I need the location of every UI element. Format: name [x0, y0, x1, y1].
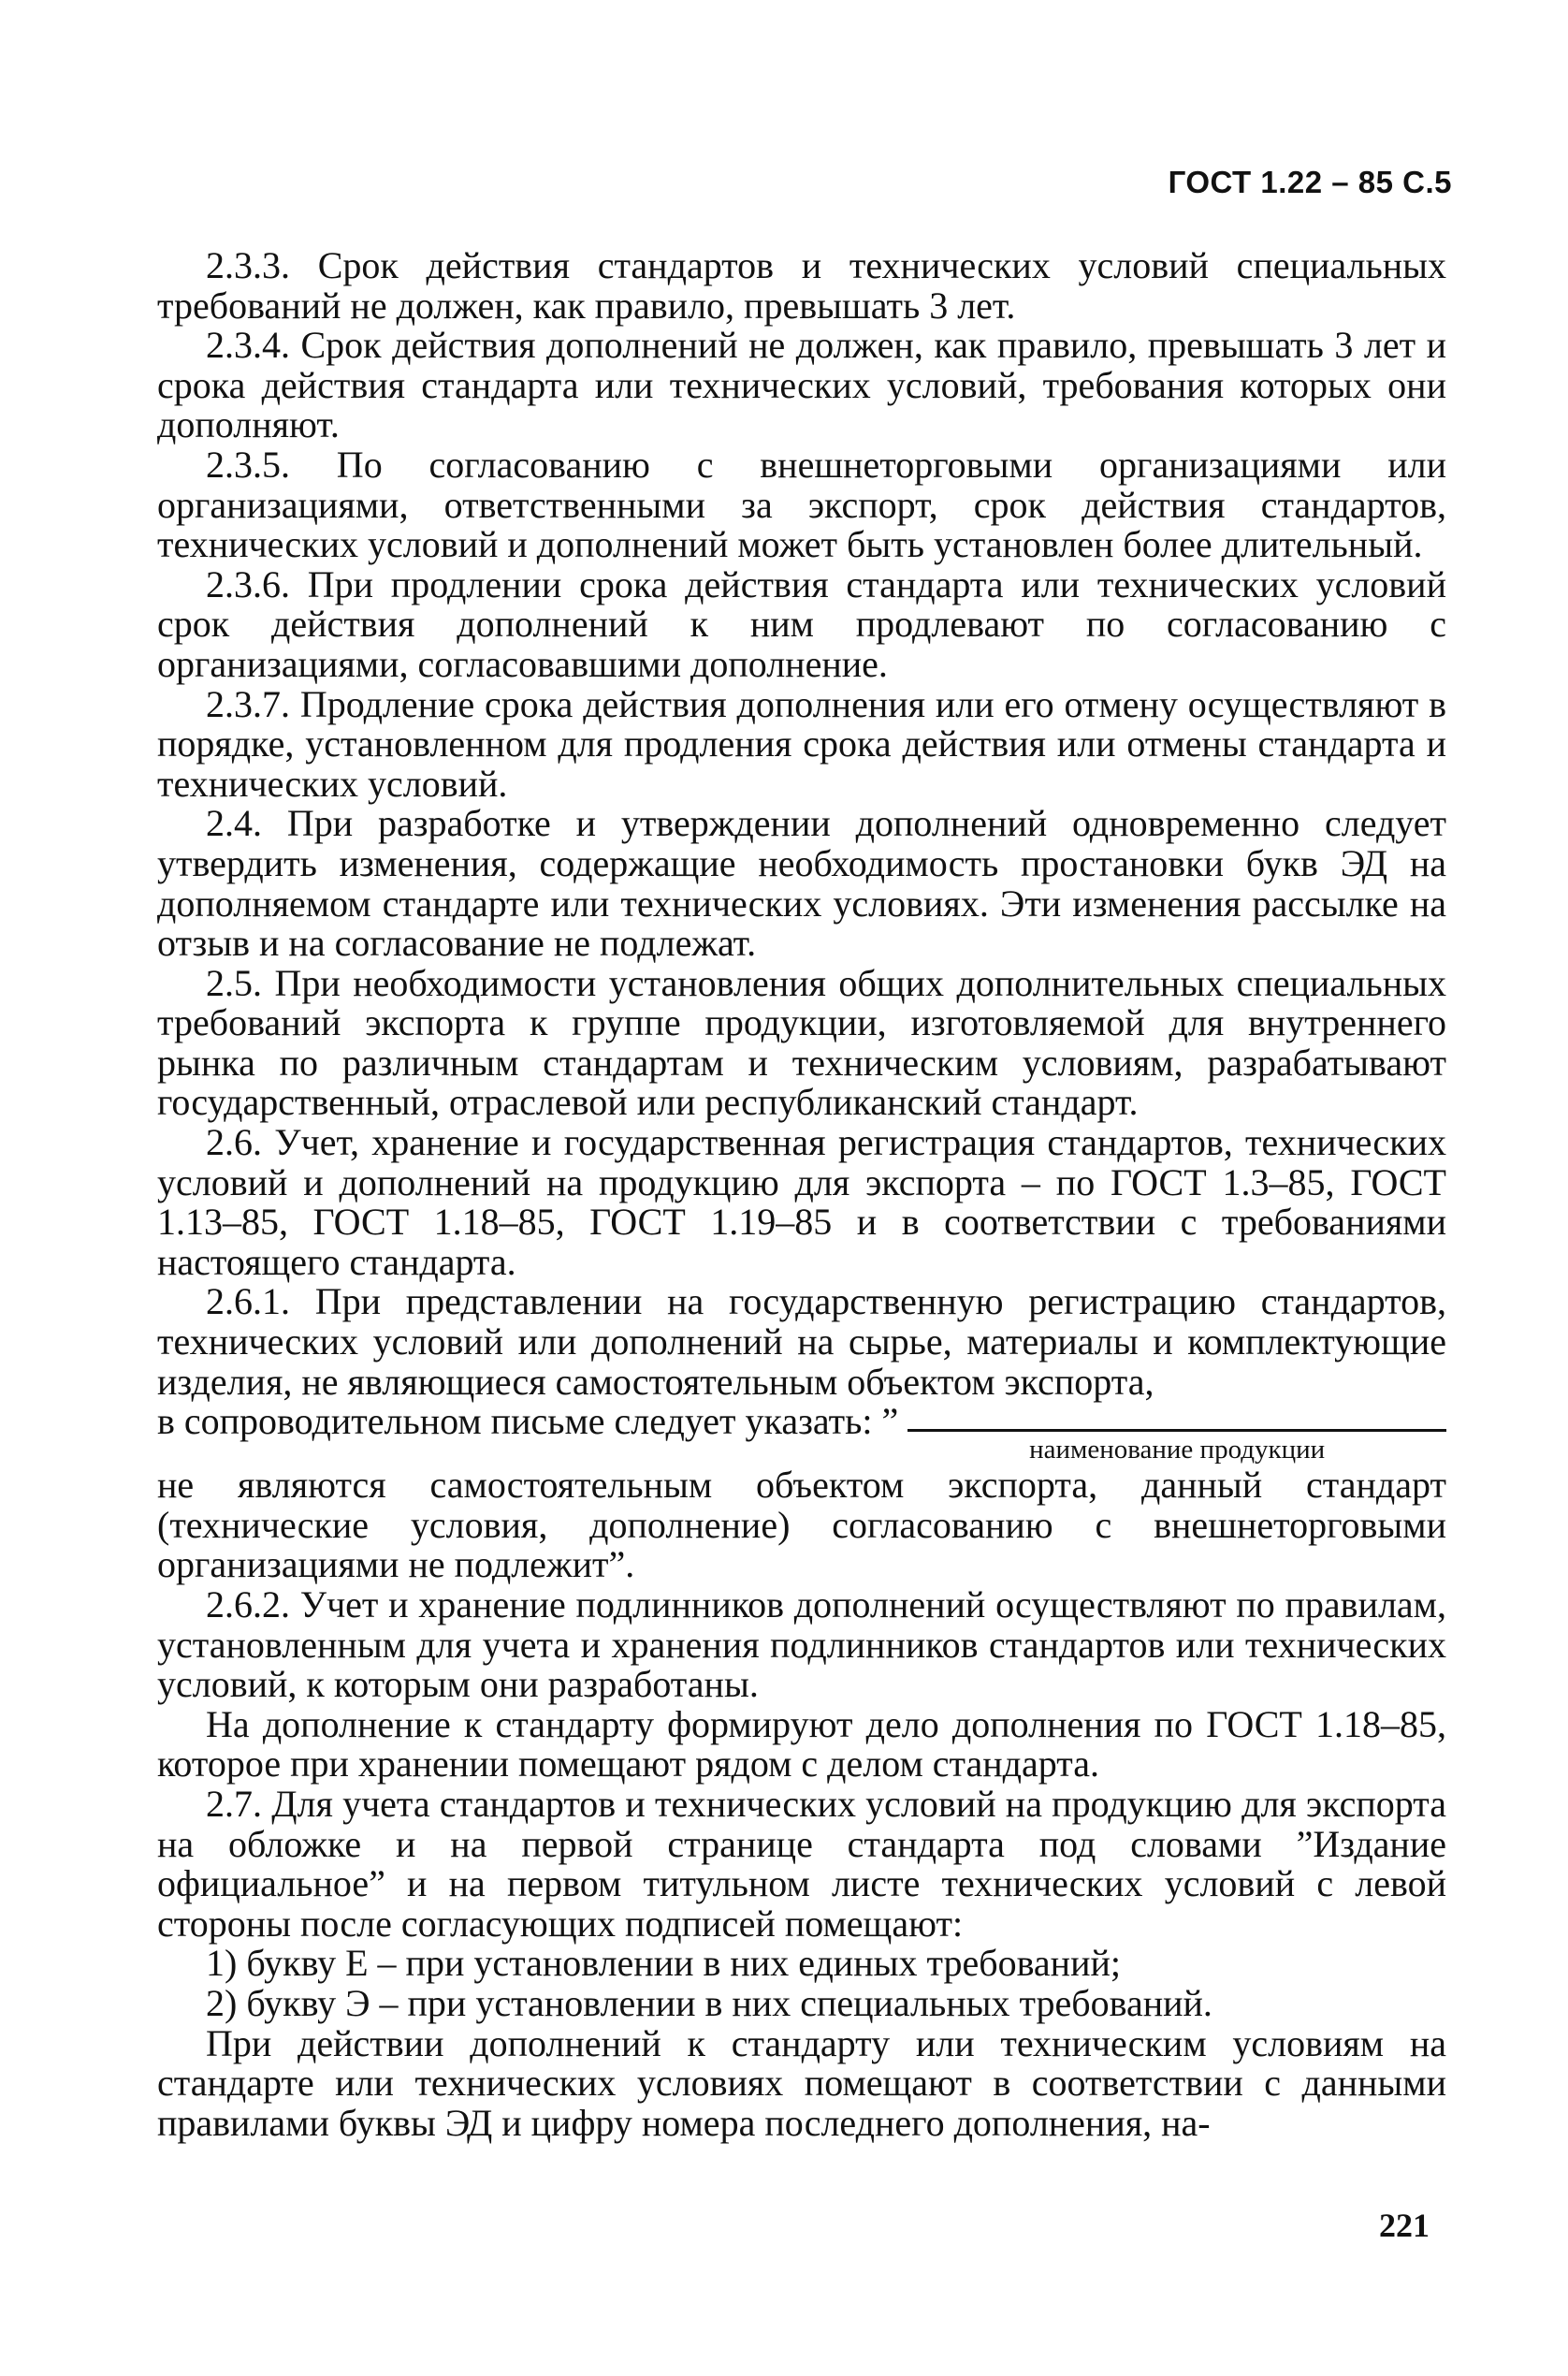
paragraph-2-3-7: 2.3.7. Продление срока действия дополнения или его отмену осуществляют в порядке, установленном для продления срока действия или отмены стандарта и технических условий. [157, 682, 1446, 805]
fill-in-blank [907, 1402, 1446, 1465]
list-item-2: 2) букву Э – при установлении в них специальных требований. [206, 1981, 1212, 2024]
paragraph-2-6: 2.6. Учет, хранение и государственная регистрация стандартов, технических условий и дополнений на продукцию для экспорта – по ГОСТ 1.3–85, ГОСТ 1.13–85, ГОСТ 1.18–85, ГОСТ 1.19–85 и в соответствии с требованиями настоящего стандарта. [157, 1121, 1446, 1283]
paragraph-dossier: На дополнение к стандарту формируют дело дополнения по ГОСТ 1.18–85, которое при хранении помещают рядом с делом стандарта. [157, 1702, 1446, 1786]
paragraph-2-4: 2.4. При разработке и утверждении дополнений одновременно следует утвердить изменения, содержащие необходимость простановки букв ЭД на дополняемом стандарте или технических условиях. Эти изменения рассылке на отзыв и на согласование не подлежат. [157, 802, 1446, 965]
paragraph-2-3-5: 2.3.5. По согласованию с внешнеторговыми организациями или организациями, ответственными за экспорт, срок действия стандартов, технических условий и дополнений может быть установлен более длительный. [157, 443, 1446, 566]
page-number: 221 [1379, 2207, 1430, 2244]
paragraph-2-6-2: 2.6.2. Учет и хранение подлинников дополнений осуществляют по правилам, установленным для учета и хранения подлинников стандартов или технических условий, к которым они разработаны. [157, 1583, 1446, 1706]
blank-caption: наименование продукции [1029, 1435, 1326, 1465]
fill-in-lead-text: в сопроводительном письме следует указать: ” [157, 1400, 899, 1443]
paragraph-2-5: 2.5. При необходимости установления общих дополнительных специальных требований экспорта к группе продукции, изготовляемой для внутреннего рынка по различным стандартам и техническим условиям, разрабатывают государственный, отраслевой или республиканский стандарт. [157, 961, 1446, 1124]
paragraph-2-3-4: 2.3.4. Срок действия дополнений не должен, как правило, превышать 3 лет и срока действия стандарта или технических условий, требования которых они дополняют. [157, 324, 1446, 446]
paragraph-2-7: 2.7. Для учета стандартов и технических условий на продукцию для экспорта на обложке и на первой странице стандарта под словами ”Издание официальное” и на первом титульном листе технических условий с левой стороны после согласующих подписей помещают: [157, 1782, 1446, 1945]
fill-in-row [157, 1402, 1446, 1465]
paragraph-final: При действии дополнений к стандарту или техническим условиям на стандарте или технических условиях помещают в соответствии с данными правилами буквы ЭД и цифру номера последнего дополнения, на- [157, 2021, 1446, 2144]
paragraph-2-3-6: 2.3.6. При продлении срока действия стандарта или технических условий срок действия дополнений к ним продлевают по согласованию с организациями, согласовавшими дополнение. [157, 562, 1446, 685]
paragraph-2-6-1-continuation: не являются самостоятельным объектом экспорта, данный стандарт (технические условия, дополнение) согласованию с внешнеторговыми организациями не подлежит”. [157, 1464, 1446, 1586]
list-item-1: 1) букву Е – при установлении в них единых требований; [206, 1942, 1122, 1985]
body-text [157, 246, 1446, 2143]
paragraph-2-6-1: 2.6.1. При представлении на государственную регистрацию стандартов, технических условий или дополнений на сырье, материалы и комплектующие изделия, не являющиеся самостоятельным объектом экспорта, [157, 1280, 1446, 1403]
running-header: ГОСТ 1.22 – 85 С.5 [1168, 165, 1452, 199]
paragraph-2-3-3: 2.3.3. Срок действия стандартов и технических условий специальных требований не должен, как правило, превышать 3 лет. [157, 244, 1446, 327]
